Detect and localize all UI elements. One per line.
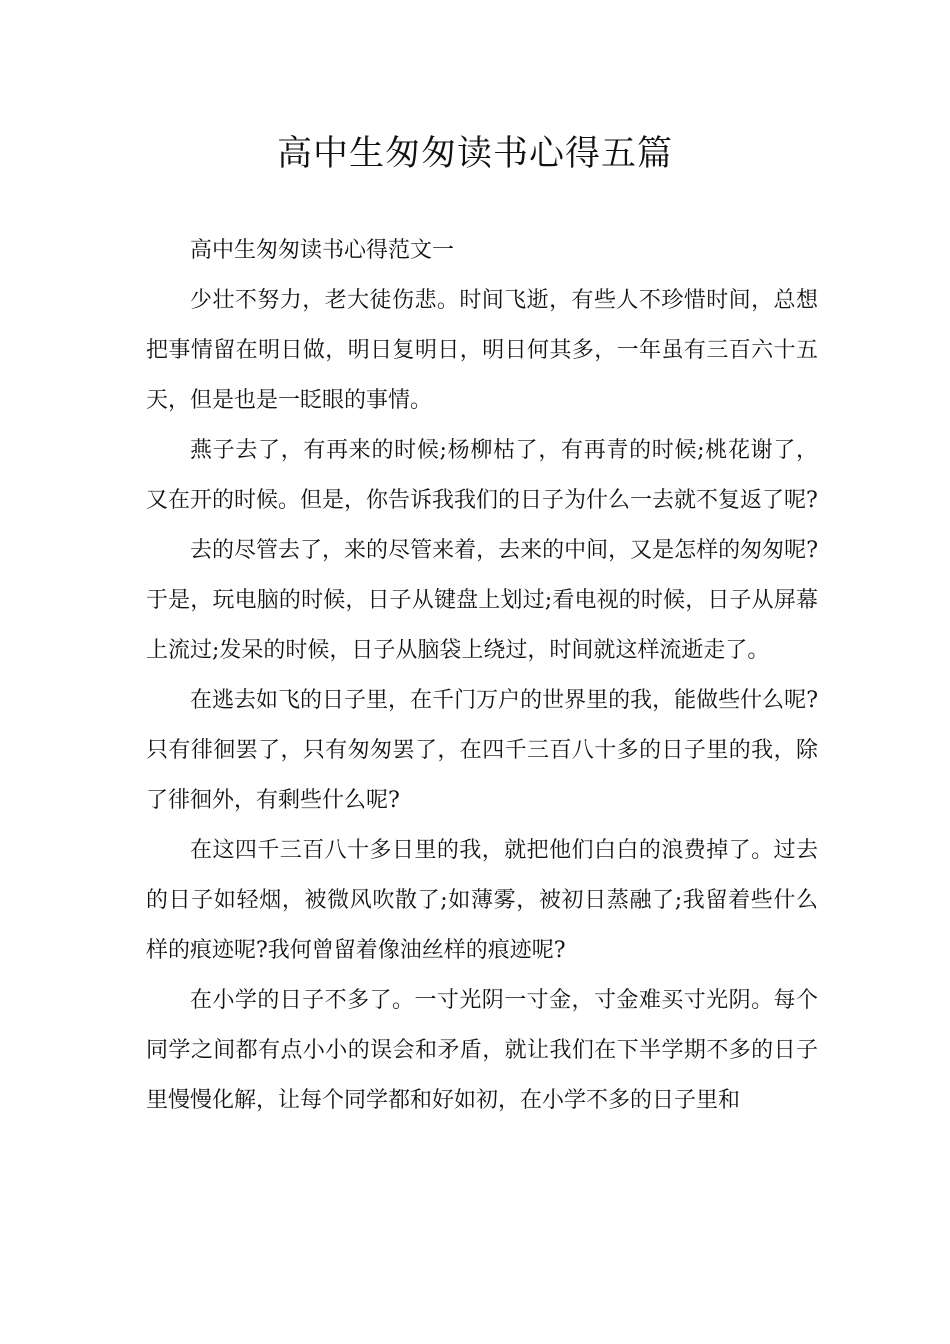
document-body [146,226,818,1126]
paragraph-2: 燕子去了，有再来的时候;杨柳枯了，有再青的时候;桃花谢了，又在开的时候。但是，你告诉我我们的日子为什么一去就不复返了呢? [146,438,818,513]
paragraph-1: 少壮不努力，老大徒伤悲。时间飞逝，有些人不珍惜时间，总想把事情留在明日做，明日复明日，明日何其多，一年虽有三百六十五天，但是也是一眨眼的事情。 [146,288,818,413]
paragraph-6: 在小学的日子不多了。一寸光阴一寸金，寸金难买寸光阴。每个同学之间都有点小小的误会和矛盾，就让我们在下半学期不多的日子里慢慢化解，让每个同学都和好如初，在小学不多的日子里和 [146,988,818,1113]
paragraph-4: 在逃去如飞的日子里，在千门万户的世界里的我，能做些什么呢?只有徘徊罢了，只有匆匆罢了，在四千三百八十多的日子里的我，除了徘徊外，有剩些什么呢? [146,688,818,813]
section-heading: 高中生匆匆读书心得范文一 [190,238,455,263]
document-title: 高中生匆匆读书心得五篇 [276,134,673,174]
paragraph-3: 去的尽管去了，来的尽管来着，去来的中间，又是怎样的匆匆呢?于是，玩电脑的时候，日子从键盘上划过;看电视的时候，日子从屏幕上流过;发呆的时候，日子从脑袋上绕过，时间就这样流逝走了。 [146,538,818,663]
paragraph-5: 在这四千三百八十多日里的我，就把他们白白的浪费掉了。过去的日子如轻烟，被微风吹散了;如薄雾，被初日蒸融了;我留着些什么样的痕迹呢?我何曾留着像油丝样的痕迹呢? [146,838,818,963]
